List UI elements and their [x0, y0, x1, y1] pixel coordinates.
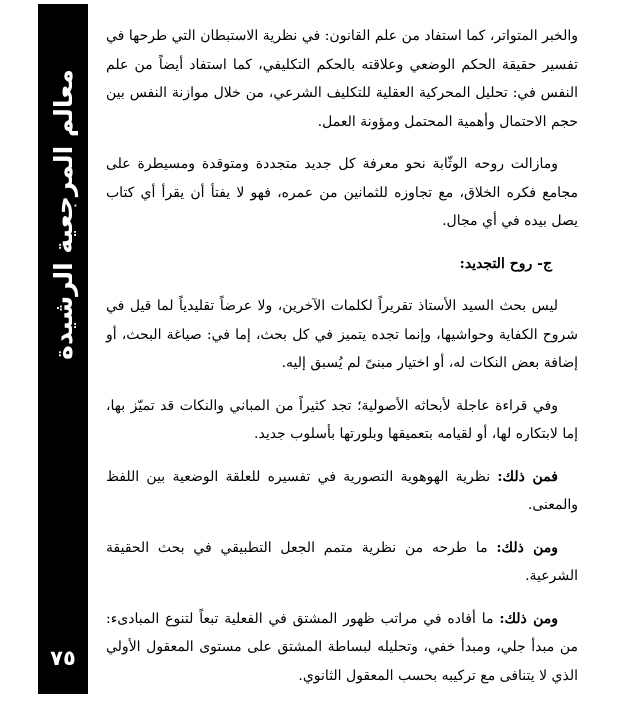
- paragraph-6-lead: ومن ذلك:: [496, 539, 558, 556]
- paragraph-2: ومازالت روحه الوثّابة نحو معرفة كل جديد متجددة ومتوقدة ومسيطرة على مجامع فكره الخلاق، مع تجاوزه للثمانين من عمره، فهو لا يفتأ أن يقرأ أي كتاب يصل بيده في أي مجال.: [106, 156, 578, 229]
- paragraph-6-text: ما طرحه من نظرية متمم الجعل التطبيقي في بحث الحقيقة الشرعية.: [106, 539, 578, 584]
- paragraph-4: وفي قراءة عاجلة لأبحاثه الأصولية؛ تجد كثيراً من المباني والنكات قد تميّز بها، إما لابتكاره لها، أو لقيامه بتعميقها وبلورتها بأسلوب جديد.: [106, 397, 578, 442]
- paragraph-7-lead: ومن ذلك:: [499, 610, 558, 627]
- paragraph-5-lead: فمن ذلك:: [497, 468, 558, 485]
- paragraph-6: [106, 534, 578, 591]
- paragraph-7: [106, 605, 578, 691]
- paragraph-3: ليس بحث السيد الأستاذ تقريراً لكلمات الآخرين، ولا عرضاً تقليدياً لما قيل في شروح الكفاية وحواشيها، وإنما تجده يتميز في كل بحث، إما في: صياغة البحث، أو إضافة بعض النكات له، أو اختيار مبنىً لم يُسبق إليه.: [106, 298, 578, 371]
- section-heading: ج- روح التجديد:: [459, 255, 552, 272]
- paragraph-1: والخبر المتواتر، كما استفاد من علم القانون: في نظرية الاستبطان التي طرحها في تفسير حقيقة الحكم الوضعي وعلاقته بالحكم التكليفي، كما استفاد أيضاً من علم النفس في: تحليل المحركية العقلية للتكليف الشرعي، من خلال موازنة النفس بين حجم الاحتمال وأهمية المحتمل ومؤونة العمل.: [106, 28, 578, 130]
- page-number: ٧٥: [50, 646, 76, 670]
- paragraph-7-text: ما أفاده في مراتب ظهور المشتق في الفعلية تبعاً لتنوع المبادىء: من مبدأ جلي، ومبدأ خفي، وتحليله لبساطة المشتق على مستوى المعقول الأولي الذي لا يتنافى مع تركيبه بحسب المعقول الثانوي.: [106, 610, 578, 684]
- page-text: [106, 22, 578, 704]
- paragraph-5: [106, 463, 578, 520]
- book-title: معالم المرجعية الرشيدة: [48, 68, 78, 360]
- paragraph-5-text: نظرية الهوهوية التصورية في تفسيره للعلقة الوضعية بين اللفظ والمعنى.: [106, 468, 578, 513]
- side-title-container: [38, 4, 88, 424]
